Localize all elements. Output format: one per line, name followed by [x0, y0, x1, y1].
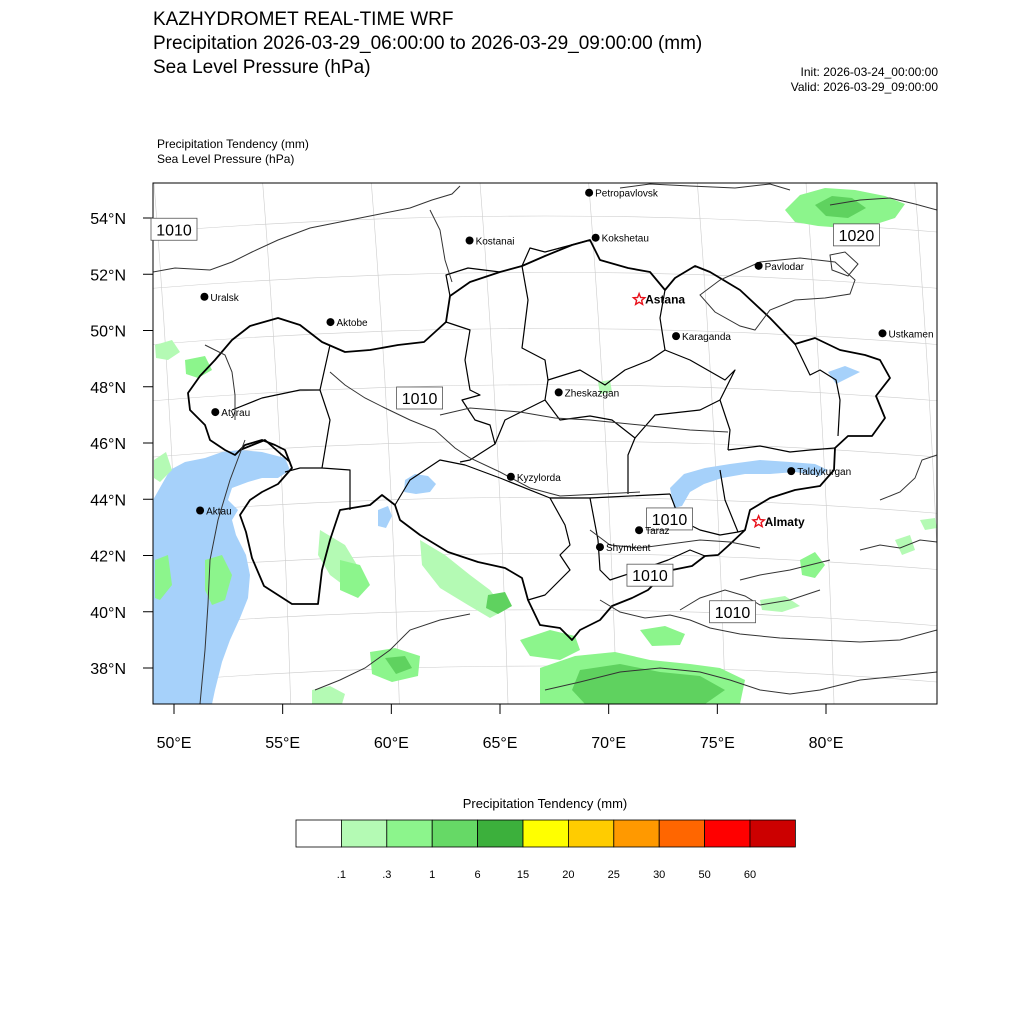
legend-swatch	[523, 820, 568, 847]
legend-label: 15	[516, 869, 530, 881]
legend-label: 50	[698, 869, 711, 881]
city-dot-icon	[507, 473, 515, 481]
legend-swatch	[296, 820, 341, 847]
legend-label: 60	[743, 869, 757, 881]
city-label: Uralsk	[210, 292, 239, 304]
city-dot-icon	[787, 467, 795, 475]
legend-swatch	[341, 820, 386, 847]
city-label: Shymkent	[605, 543, 651, 555]
city-label: Astana	[645, 292, 686, 307]
legend-label: 20	[562, 869, 575, 881]
meridian-line	[915, 183, 943, 704]
legend-swatch	[432, 820, 477, 847]
lake-aral	[404, 474, 436, 494]
meridian-line	[263, 183, 291, 704]
legend-swatch	[614, 820, 659, 847]
lat-tick-label: 44°N	[90, 492, 126, 510]
legend-label: 1	[429, 869, 436, 881]
valid-time: Valid: 2026-03-29_09:00:00	[790, 80, 938, 94]
pressure-label: 1010	[651, 511, 688, 529]
city-dot-icon	[672, 332, 680, 340]
legend-swatch	[478, 820, 523, 847]
meridian-line	[480, 183, 508, 704]
map-subtitle-precipitation: Precipitation 2026-03-29_06:00:00 to 2026-03-29_09:00:00 (mm)	[153, 33, 703, 54]
init-time: Init: 2026-03-24_00:00:00	[800, 65, 938, 79]
lat-tick-label: 42°N	[90, 548, 126, 566]
lon-tick-label: 80°E	[808, 735, 844, 752]
city-dot-icon	[585, 189, 593, 197]
city-label: Atyrau	[221, 408, 251, 420]
field-label-pressure: Sea Level Pressure (hPa)	[157, 152, 295, 166]
legend-label: 6	[474, 869, 481, 881]
city-dot-icon	[592, 234, 600, 242]
lon-tick-label: 75°E	[699, 735, 735, 752]
lon-tick-label: 70°E	[591, 735, 627, 752]
city-dot-icon	[211, 408, 219, 416]
parallel-line	[153, 160, 937, 176]
city-label: Kyzylorda	[516, 472, 561, 484]
city-label: Aktau	[206, 506, 232, 518]
lat-tick-label: 52°N	[90, 267, 126, 285]
city-dot-icon	[200, 293, 208, 301]
field-label-precipitation: Precipitation Tendency (mm)	[157, 137, 309, 151]
lon-tick-label: 55°E	[265, 735, 301, 752]
city-label: Ustkamen	[888, 329, 934, 341]
city-dot-icon	[879, 329, 887, 337]
legend-swatch	[568, 820, 613, 847]
legend-swatch	[750, 820, 795, 847]
city-label: Zheskazgan	[564, 388, 620, 400]
lake-east	[828, 366, 860, 384]
city-label: Aktobe	[336, 318, 368, 330]
lat-tick-label: 46°N	[90, 436, 126, 453]
city-label: Karaganda	[682, 332, 731, 344]
graticule	[153, 160, 943, 704]
city-label: Almaty	[764, 514, 805, 529]
legend-title: Precipitation Tendency (mm)	[462, 796, 628, 811]
pressure-label: 1020	[838, 227, 875, 245]
lat-tick-label: 40°N	[90, 604, 126, 622]
lon-tick-label: 65°E	[482, 735, 518, 752]
pressure-label: 1010	[632, 568, 668, 586]
pressure-label: 1010	[156, 222, 192, 240]
city-dot-icon	[755, 262, 763, 270]
legend-label: .3	[382, 869, 392, 881]
city-label: Pavlodar	[764, 261, 805, 273]
legend-swatch	[659, 820, 704, 847]
borders	[188, 240, 890, 640]
lat-tick-label: 38°N	[90, 661, 126, 678]
parallel-line	[153, 497, 937, 513]
city-label: Kokshetau	[601, 233, 649, 245]
legend-label: 25	[607, 869, 620, 881]
pressure-label: 1010	[401, 391, 438, 408]
city-dot-icon	[466, 237, 474, 245]
city-dot-icon	[196, 507, 204, 515]
city-dot-icon	[555, 388, 563, 396]
lat-tick-label: 50°N	[90, 323, 126, 341]
city-dot-icon	[596, 543, 604, 551]
parallel-line	[153, 610, 937, 626]
capital-star-icon	[753, 516, 764, 527]
city-dot-icon	[635, 526, 643, 534]
lake-small-west	[378, 506, 392, 528]
lon-tick-label: 60°E	[373, 735, 409, 752]
legend-label: 30	[653, 869, 666, 881]
city-label: Taldykurgan	[797, 467, 852, 479]
parallel-line	[153, 272, 937, 288]
lat-tick-label: 54°N	[90, 211, 126, 228]
legend-label: .1	[336, 869, 346, 881]
lon-tick-label: 50°E	[156, 735, 192, 752]
city-label: Taraz	[645, 526, 670, 538]
legend-colorbar	[296, 820, 795, 881]
legend-swatch	[705, 820, 750, 847]
legend-swatch	[387, 820, 432, 847]
capital-star-icon	[633, 294, 644, 305]
map-subtitle-pressure: Sea Level Pressure (hPa)	[153, 57, 371, 78]
city-dot-icon	[326, 318, 334, 326]
map-title: KAZHYDROMET REAL-TIME WRF	[153, 9, 454, 30]
city-label: Kostanai	[475, 236, 515, 248]
city-label: Petropavlovsk	[595, 188, 658, 200]
lat-tick-label: 48°N	[90, 379, 126, 397]
pressure-label: 1010	[714, 604, 751, 622]
parallel-line	[153, 329, 937, 345]
